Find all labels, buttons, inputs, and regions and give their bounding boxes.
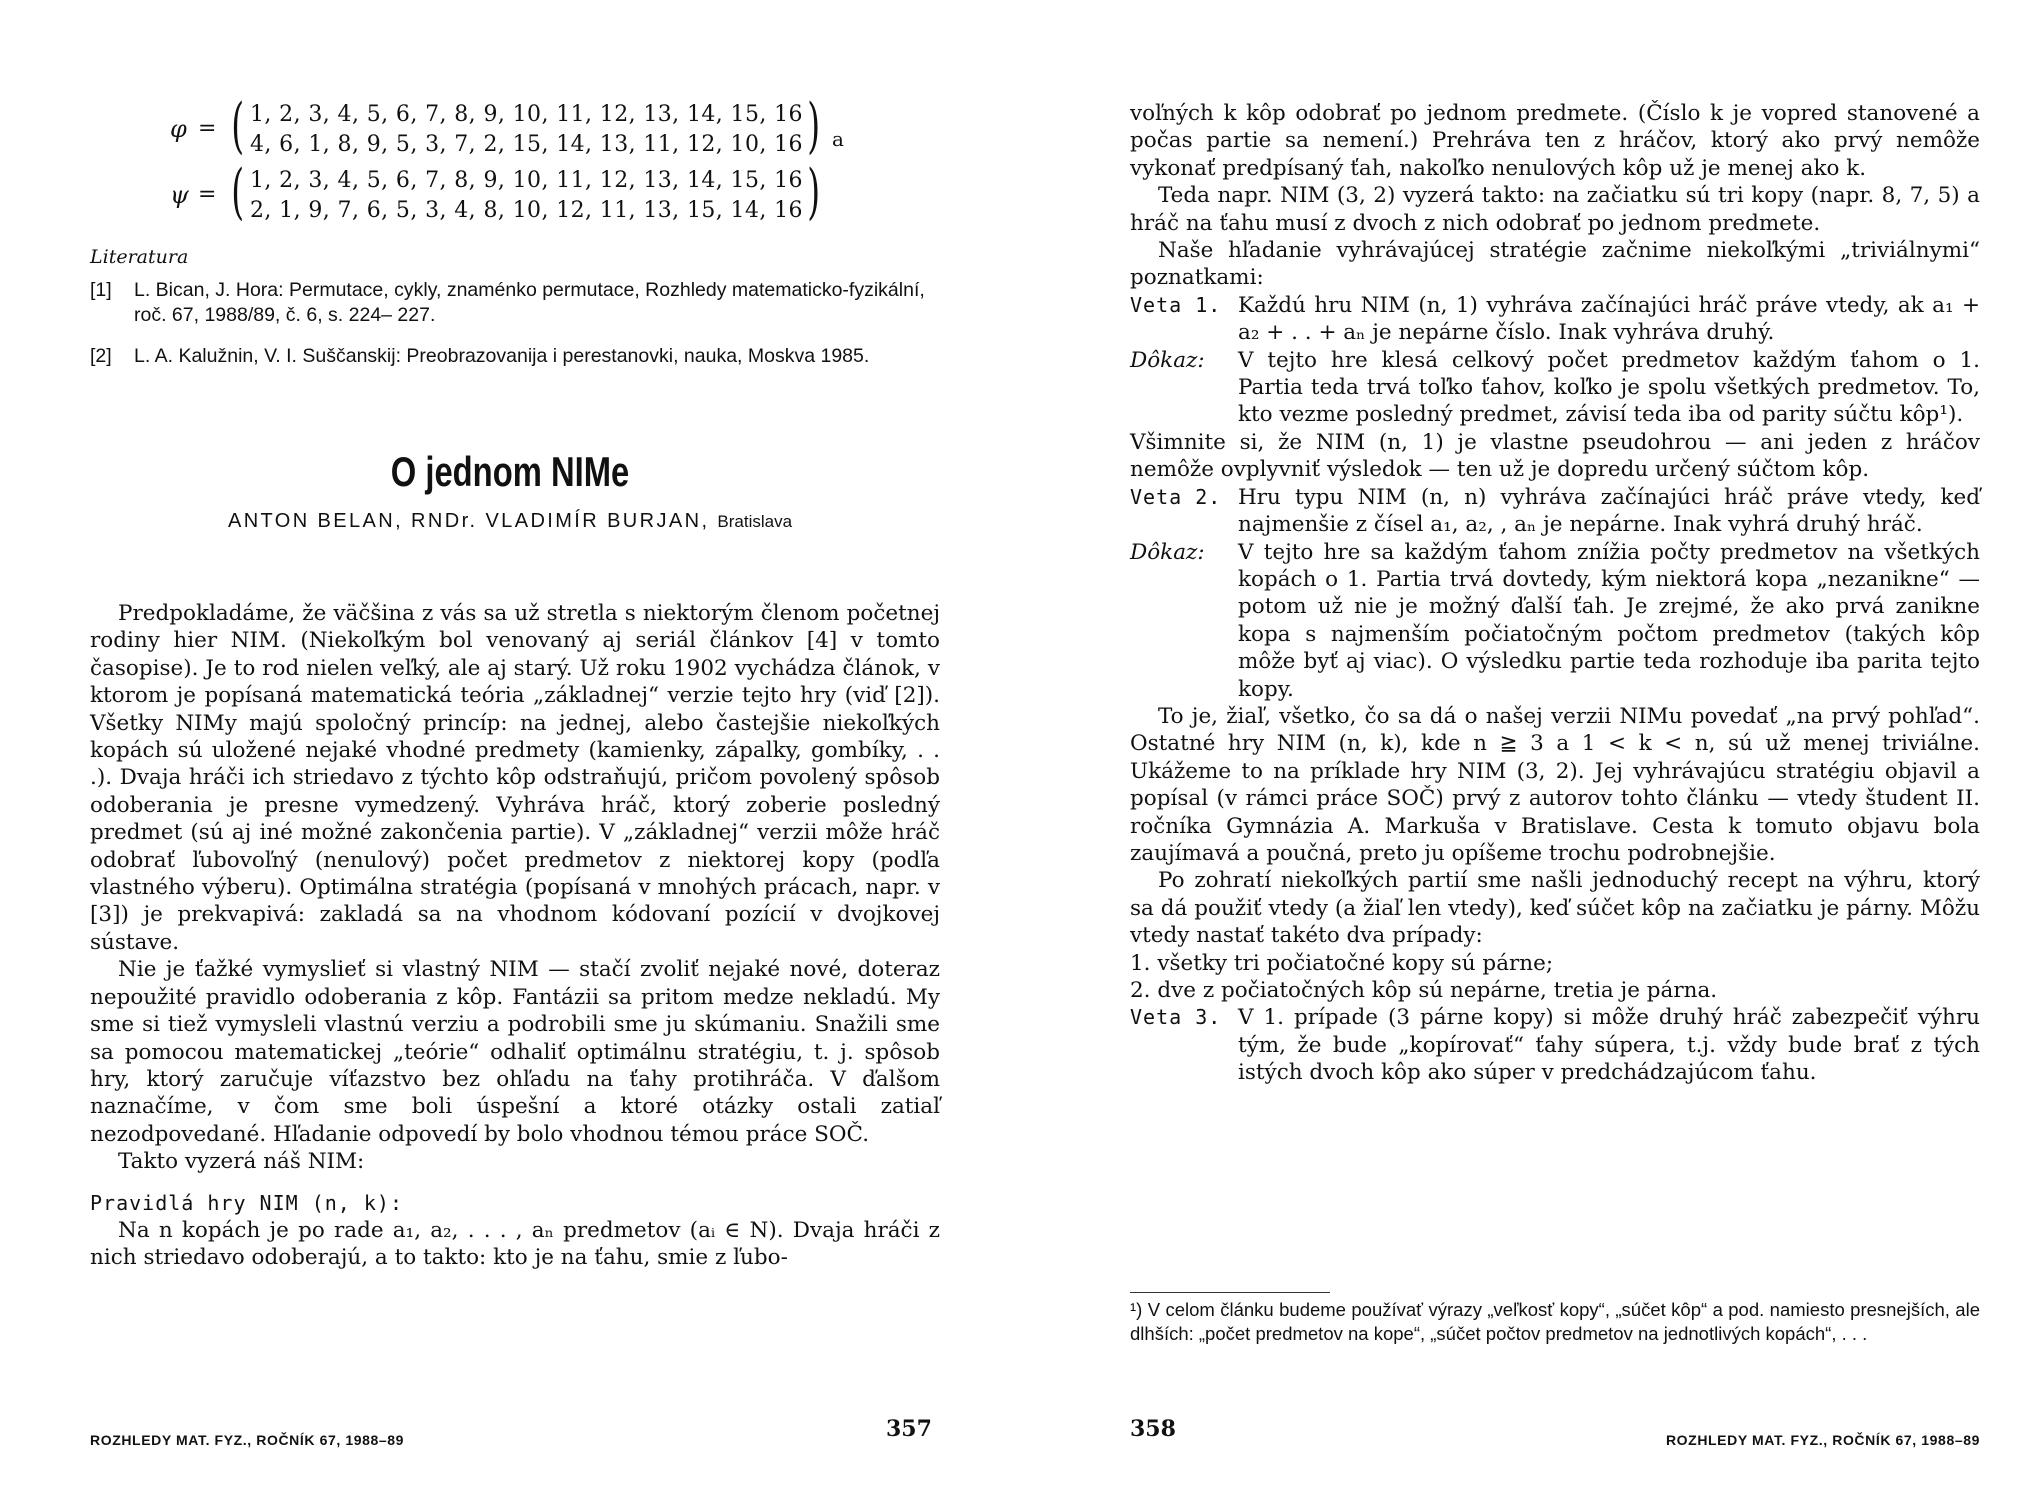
paren-open: ( bbox=[231, 157, 245, 227]
paragraph: Na n kopách je po rade a₁, a₂, . . . , aₙ predmetov (aᵢ ∈ N). Dvaja hráči z nich striedavo odoberajú, a to takto: kto je na ťahu, smie z ľubo- bbox=[90, 1217, 940, 1271]
proof-label: Dôkaz: bbox=[1130, 539, 1205, 565]
page-number: 357 bbox=[886, 1416, 932, 1442]
permutation-rows bbox=[250, 100, 803, 160]
article-authors bbox=[0, 510, 1020, 533]
theorem-label: Veta 3. bbox=[1130, 1005, 1222, 1030]
permutation-row: 1, 2, 3, 4, 5, 6, 7, 8, 9, 10, 11, 12, 13, 14, 15, 16 bbox=[250, 102, 803, 127]
paren-close: ) bbox=[807, 91, 821, 161]
authors-names: ANTON BELAN, RNDr. VLADIMÍR BURJAN, bbox=[227, 510, 710, 532]
paragraph: voľných k kôp odobrať po jednom predmete. (Číslo k je vopred stanovené a počas partie sa nemení.) Prehráva ten z hráčov, ktorý ako prvý nemôže vykonať predpísaný ťah, nakoľko nenulových kôp už je menej ako k. bbox=[1130, 101, 1980, 181]
article-title: O jednom NIMe bbox=[390, 448, 630, 495]
theorem-1 bbox=[1130, 292, 1980, 347]
running-footer: ROZHLEDY MAT. FYZ., ROČNÍK 67, 1988–89 bbox=[90, 1432, 405, 1448]
permutation-symbol: ψ bbox=[170, 181, 189, 209]
theorem-label: Veta 2. bbox=[1130, 484, 1222, 509]
paragraph: Po zohratí niekoľkých partií sme našli jednoduchý recept na výhru, ktorý sa dá použiť vtedy (a žiaľ len vtedy), keď súčet kôp na začiatku je párny. Môžu vtedy nastať takéto dva prípady: bbox=[1130, 868, 1980, 949]
paragraph: To je, žiaľ, všetko, čo sa dá o našej verzii NIMu povedať „na prvý pohľad“. Ostatné hry NIM (n, k), kde n ≧ 3 a 1 < k < n, sú už menej triviálne. Ukážeme to na príklade hry NIM (3, 2). Jej vyhrávajúcu stratégiu objavil a popísal (v rámci práce SOČ) prvý z autorov tohto článku — vtedy študent II. ročníka Gymnázia A. Markuša v Bratislave. Cesta k tomuto objavu bola zaujímavá a poučná, preto ju opíšeme trochu podrobnejšie. bbox=[1130, 703, 1980, 866]
equals-sign: = bbox=[198, 182, 217, 207]
proof-text: V tejto hre sa každým ťahom znížia počty predmetov na všetkých kopách o 1. Partia trvá dovtedy, kým niektorá kopa „nezanikne“ — potom už nie je možný ďalší ťah. Je zrejmé, že ako prvá zanikne kopa s najmenším počiatočným počtom predmetov (takých kôp môže byť aj viac). O výsledku partie teda rozhoduje iba parita tejto kopy. bbox=[1238, 539, 1980, 702]
literature-heading: Literatura bbox=[90, 246, 189, 268]
reference-text: L. A. Kalužnin, V. I. Suščanskij: Preobrazovanija i perestanovki, nauka, Moskva 1985. bbox=[134, 345, 870, 367]
paragraph: Naše hľadanie vyhrávajúcej stratégie začnime niekoľkými „triviálnymi“ poznatkami: bbox=[1130, 238, 1980, 291]
case-item: 2. dve z počiatočných kôp sú nepárne, tretia je párna. bbox=[1130, 978, 1718, 1003]
theorem-text: Každú hru NIM (n, 1) vyhráva začínajúci hráč práve vtedy, ak a₁ + a₂ + . . + aₙ je nepárne číslo. Inak vyhráva druhý. bbox=[1238, 292, 1980, 346]
reference-number: [2] bbox=[90, 345, 112, 367]
permutation-row: 4, 6, 1, 8, 9, 5, 3, 7, 2, 15, 14, 13, 11, 12, 10, 16 bbox=[250, 132, 803, 157]
reference-item bbox=[90, 344, 950, 369]
permutation-phi bbox=[170, 91, 890, 162]
paragraph: Teda napr. NIM (3, 2) vyzerá takto: na začiatku sú tri kopy (napr. 8, 7, 5) a hráč na ťahu musí z dvoch z nich odobrať po jednom predmete. bbox=[1130, 183, 1980, 236]
case-item: 1. všetky tri počiatočné kopy sú párne; bbox=[1130, 950, 1554, 976]
page-number: 358 bbox=[1130, 1416, 1176, 1442]
paragraph: Takto vyzerá náš NIM: bbox=[118, 1149, 365, 1175]
permutation-symbol: φ bbox=[170, 115, 187, 143]
permutation-row: 2, 1, 9, 7, 6, 5, 3, 4, 8, 10, 12, 11, 13, 15, 14, 16 bbox=[250, 198, 803, 223]
right-page bbox=[1020, 0, 2040, 1501]
permutation-row: 1, 2, 3, 4, 5, 6, 7, 8, 9, 10, 11, 12, 13, 14, 15, 16 bbox=[250, 168, 803, 193]
footnote-divider bbox=[1130, 1292, 1330, 1293]
rules-heading: Pravidlá hry NIM (n, k): bbox=[90, 1190, 403, 1215]
theorem-2 bbox=[1130, 484, 1980, 539]
theorem-text: V 1. prípade (3 párne kopy) si môže druhý hráč zabezpečiť výhru tým, že bude „kopírovať“ ťahy súpera, t.j. vždy bude brať z tých istých dvoch kôp ako súper v predchádzajúcom ťahu. bbox=[1238, 1005, 1980, 1086]
proof-1 bbox=[1130, 347, 1980, 429]
reference-text: L. Bican, J. Hora: Permutace, cykly, znaménko permutace, Rozhledy matematicko-fyzikální, roč. 67, 1988/89, č. 6, s. 224– 227. bbox=[134, 279, 925, 326]
proof-2 bbox=[1130, 539, 1980, 703]
theorem-text: Hru typu NIM (n, n) vyhráva začínajúci hráč práve vtedy, keď najmenšie z čísel a₁, a₂, , aₙ je nepárne. Inak vyhrá druhý hráč. bbox=[1238, 484, 1980, 538]
reference-number: [1] bbox=[90, 279, 112, 301]
permutation-psi bbox=[170, 157, 890, 228]
authors-city: Bratislava bbox=[717, 512, 793, 531]
reference-item bbox=[90, 278, 950, 328]
proof-text: V tejto hre klesá celkový počet predmetov každým ťahom o 1. Partia teda trvá toľko ťahov, koľko je spolu všetkých predmetov. To, kto vezme posledný predmet, závisí teda iba od parity súčtu kôp¹). bbox=[1238, 347, 1980, 428]
permutation-rows bbox=[250, 166, 803, 226]
right-body-text bbox=[1130, 100, 1980, 1087]
paren-close: ) bbox=[807, 157, 821, 227]
running-footer: ROZHLEDY MAT. FYZ., ROČNÍK 67, 1988–89 bbox=[1665, 1432, 1980, 1448]
equals-sign: = bbox=[198, 116, 217, 141]
left-body-text bbox=[90, 600, 940, 1272]
paragraph: Všimnite si, že NIM (n, 1) je vlastne pseudohrou — ani jeden z hráčov nemôže ovplyvniť výsledok — ten už je dopredu určený súčtom kôp. bbox=[1130, 429, 1980, 483]
proof-label: Dôkaz: bbox=[1130, 347, 1205, 373]
theorem-label: Veta 1. bbox=[1130, 292, 1222, 317]
permutation-trailing: a bbox=[832, 127, 844, 151]
paren-open: ( bbox=[231, 91, 245, 161]
footnote: ¹) V celom článku budeme používať výrazy „veľkosť kopy“, „súčet kôp“ a pod. namiesto presnejších, ale dlhších: „počet predmetov na kope“, „súčet počtov predmetov na jednotlivých kopách“, . . . bbox=[1130, 1299, 1980, 1344]
theorem-3 bbox=[1130, 1004, 1980, 1086]
paragraph: Predpokladáme, že väčšina z vás sa už stretla s niektorým členom početnej rodiny hier NIM. (Niekoľkým bol venovaný aj seriál článkov [4] v tomto časopise). Je to rod nielen veľký, ale aj starý. Už roku 1902 vychádza článok, v ktorom je popísaná matematická teória „základnej“ verzie tejto hry (viď [2]). Všetky NIMy majú spoločný princíp: na jednej, alebo častejšie niekoľkých kopách sú uložené nejaké vhodné predmety (kamienky, zápalky, gombíky, . . .). Dvaja hráči ich striedavo z týchto kôp odstraňujú, pričom povolený spôsob odoberania je presne vymedzený. Vyhráva hráč, ktorý zoberie posledný predmet (sú aj iné možné zakončenia partie). V „základnej“ verzii môže hráč odobrať ľubovoľný (nenulový) počet predmetov z niektorej kopy (podľa vlastného výberu). Optimálna stratégia (popísaná v mnohých prácach, napr. v [3]) je prekvapivá: zakladá sa na vhodnom kódovaní pozícií v dvojkovej sústave. bbox=[90, 601, 940, 955]
paragraph: Nie je ťažké vymyslieť si vlastný NIM — stačí zvoliť nejaké nové, doteraz nepoužité pravidlo odoberania z kôp. Fantázii sa pritom medze nekladú. My sme si tiež vymysleli vlastnú verziu a podrobili sme ju skúmaniu. Snažili sme sa pomocou matematickej „teórie“ odhaliť optimálnu stratégiu, t. j. spôsob hry, ktorý zaručuje víťazstvo bez ohľadu na ťahy protihráča. V ďalšom naznačíme, v čom sme boli úspešní a ktoré otázky ostali zatiaľ nezodpovedané. Hľadanie odpovedí by bolo vhodnou témou práce SOČ. bbox=[90, 957, 940, 1147]
